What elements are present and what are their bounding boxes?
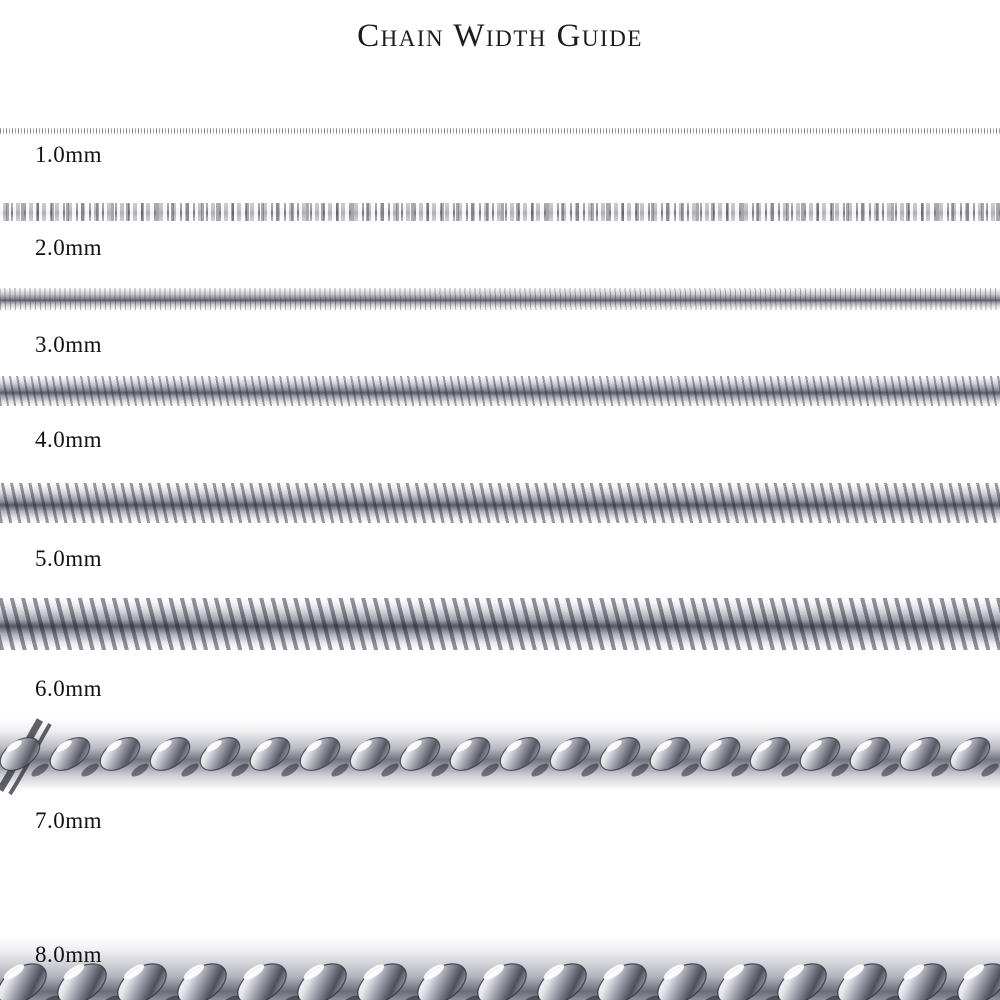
chain-label-1: 1.0mm (35, 142, 103, 167)
chain-swatch-2 (0, 203, 1000, 223)
chain-swatch-6 (0, 598, 1000, 652)
chain-label-4: 4.0mm (35, 427, 103, 452)
chain-label-7: 7.0mm (35, 808, 103, 833)
chain-texture-snake-4 (0, 376, 1000, 406)
chain-label-2: 2.0mm (35, 235, 103, 260)
chain-texture-fine-box (0, 128, 1000, 134)
chain-label-5: 5.0mm (35, 546, 103, 571)
chain-texture-bead-box (0, 203, 1000, 221)
chain-label-6: 6.0mm (35, 676, 103, 701)
chain-texture-rope-7 (0, 708, 1000, 800)
chain-texture-rope-8 (0, 928, 1000, 1000)
chain-swatch-5 (0, 483, 1000, 525)
chain-texture-snake-6 (0, 598, 1000, 650)
chain-swatch-4 (0, 376, 1000, 408)
chain-swatch-3 (0, 288, 1000, 312)
chain-texture-snake-5 (0, 483, 1000, 523)
chain-label-3: 3.0mm (35, 332, 103, 357)
chain-swatch-1 (0, 128, 1000, 134)
page-title: Chain Width Guide (357, 18, 643, 54)
chain-texture-snake-thin (0, 288, 1000, 310)
chain-swatch-8 (0, 928, 1000, 1000)
chain-label-8: 8.0mm (35, 942, 103, 967)
chain-swatch-7 (0, 708, 1000, 800)
